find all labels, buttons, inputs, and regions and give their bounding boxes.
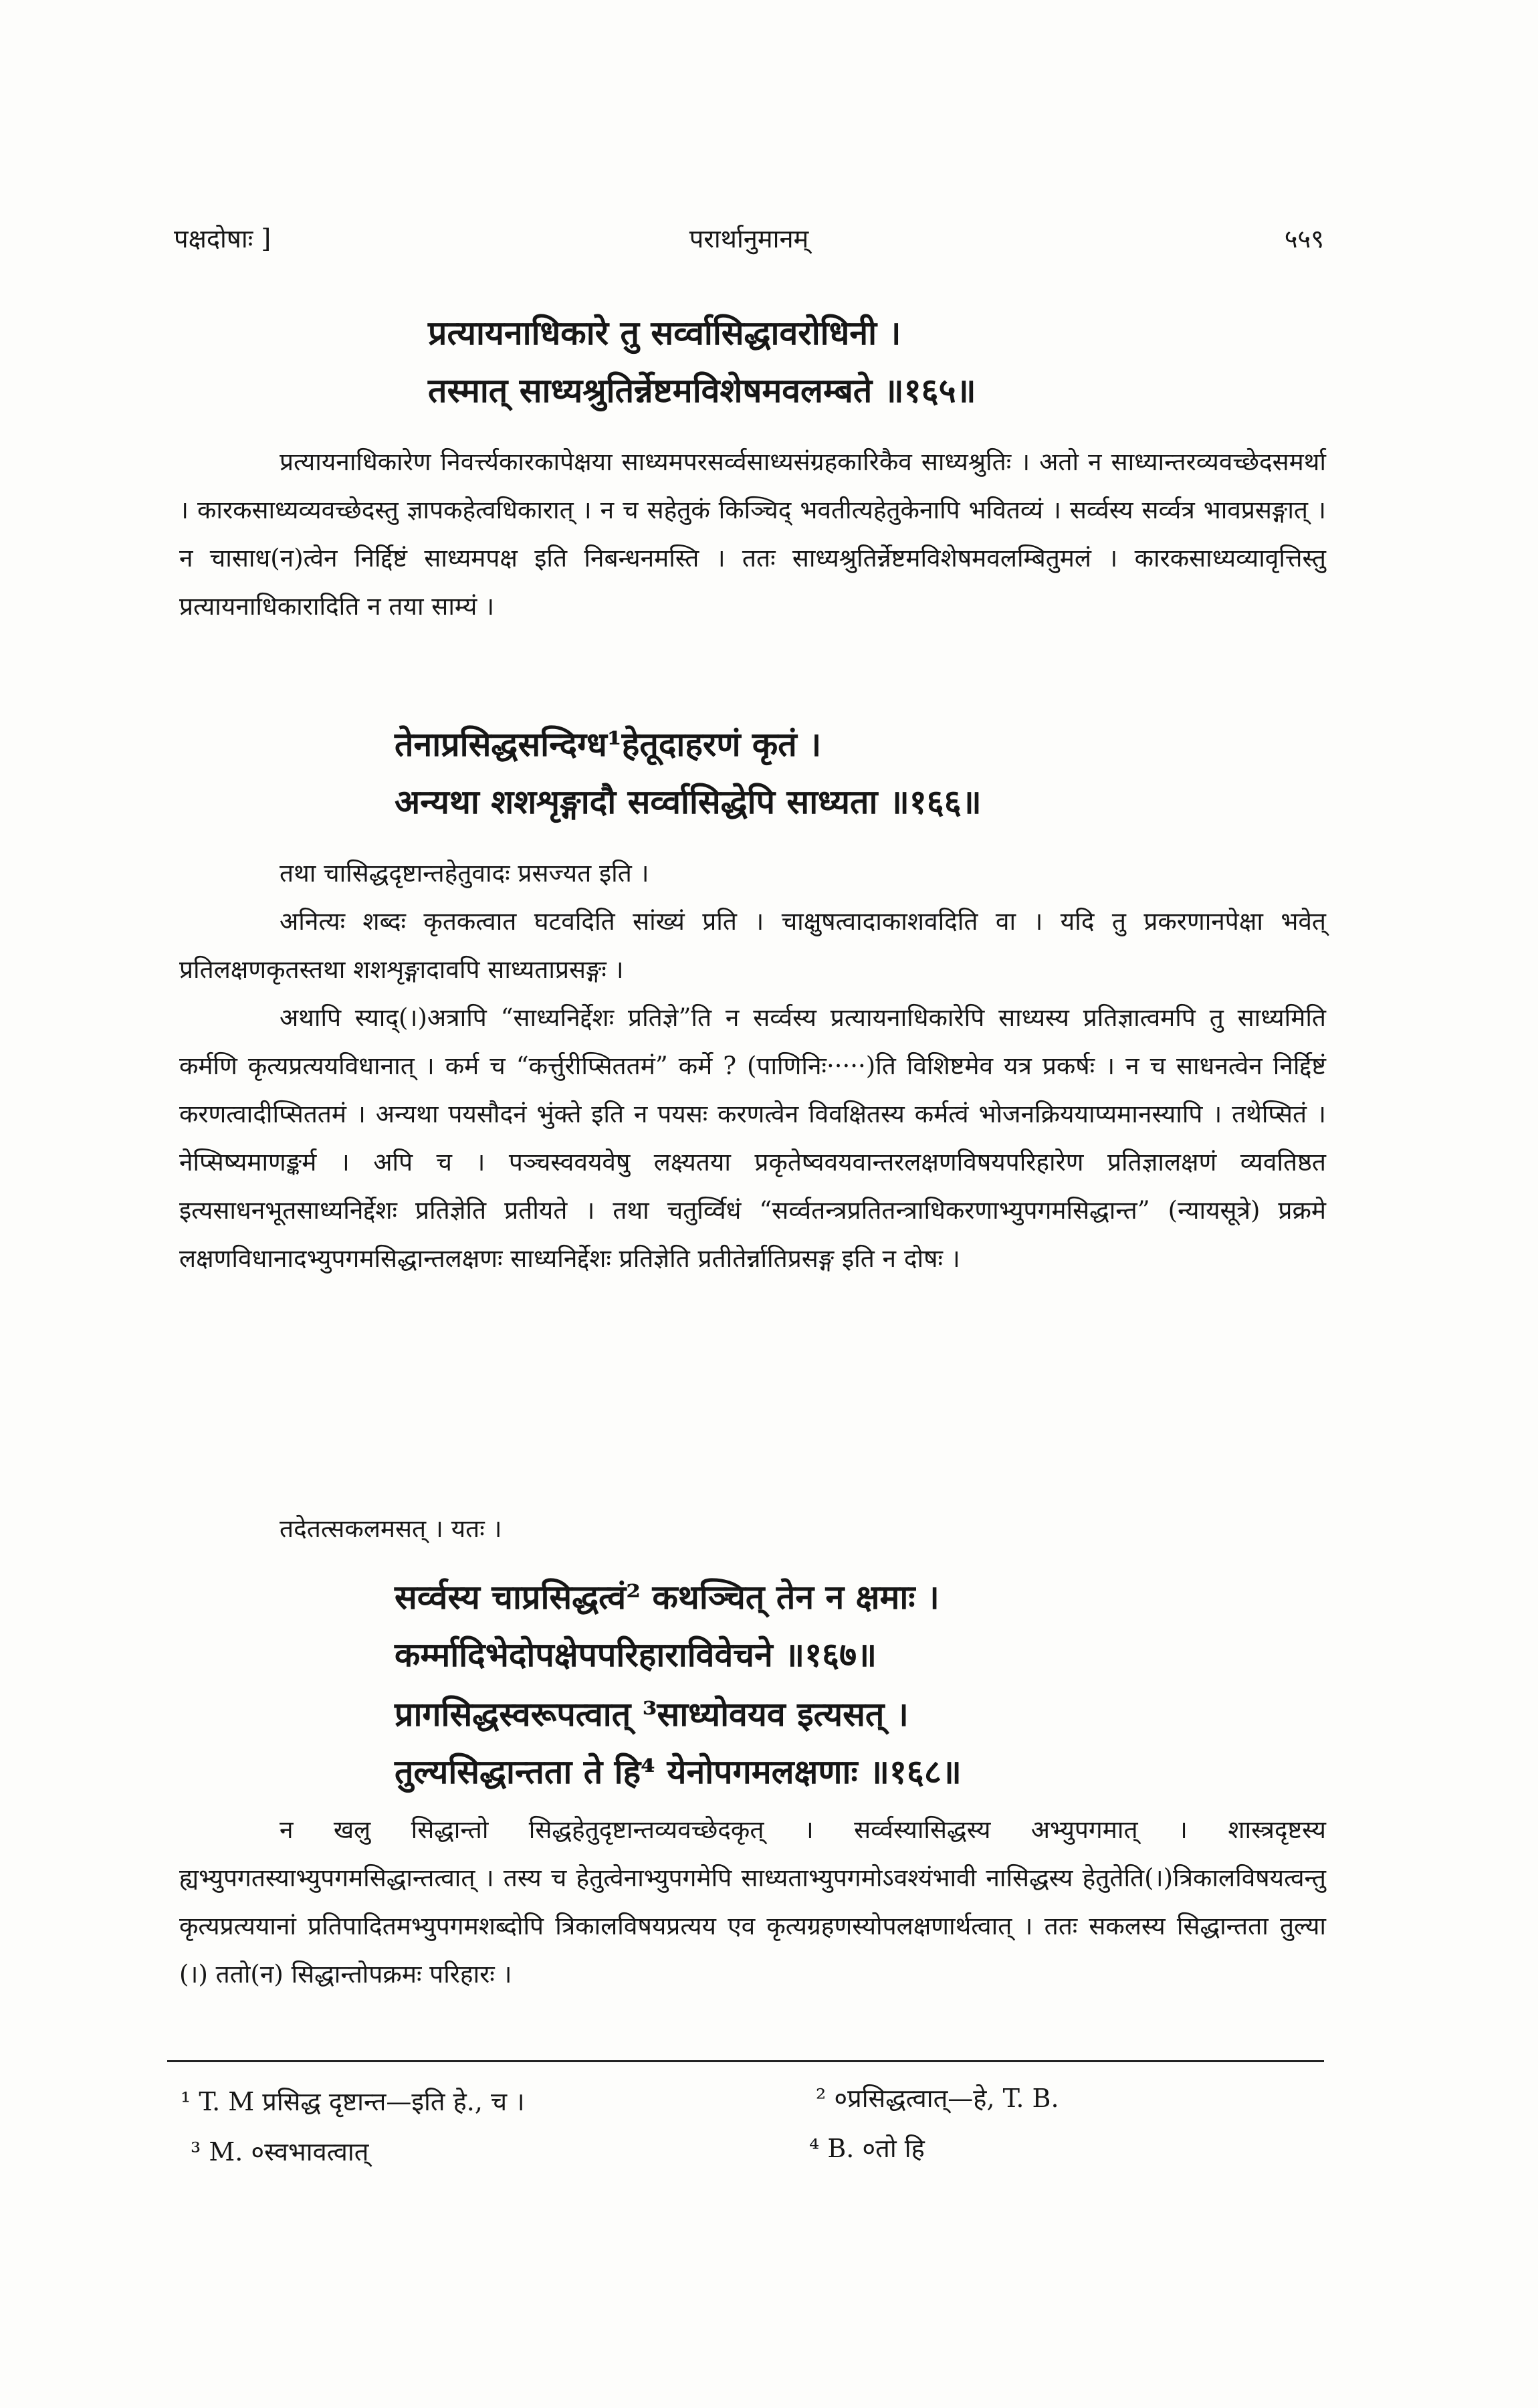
footnote-divider — [167, 2060, 1324, 2062]
commentary-block-1 — [179, 438, 1326, 631]
running-header — [174, 221, 1324, 268]
verse-line: अन्यथा शशशृङ्गादौ सर्व्वासिद्धेपि साध्यता ॥१६६॥ — [395, 782, 982, 821]
commentary-block-3 — [179, 1505, 1326, 1553]
header-chapter-title: परार्थानुमानम् — [689, 224, 809, 254]
footnote-2: ² ०प्रसिद्धत्वात्—हे, T. B. — [816, 2084, 1059, 2113]
verse-line: तेनाप्रसिद्धसन्दिग्ध¹हेतूदाहरणं कृतं । — [395, 724, 822, 764]
commentary-paragraph: तदेतत्सकलमसत् । यतः । — [280, 1514, 502, 1543]
verse-167 — [395, 1569, 1398, 1684]
commentary-block-4 — [179, 1806, 1326, 1999]
footnote-1: ¹ T. M प्रसिद्ध दृष्टान्त—इति हे., च । — [181, 2087, 525, 2116]
verse-line: कर्म्मादिभेदोपक्षेपपरिहाराविवेचने ॥१६७॥ — [395, 1635, 877, 1674]
header-section-title: पक्षदोषाः ] — [174, 224, 271, 254]
verse-line: प्रागसिद्धस्वरूपत्वात् ³साध्योवयव इत्यसत् । — [395, 1694, 909, 1734]
commentary-paragraph: तथा चासिद्धदृष्टान्तहेतुवादः प्रसज्यत इति । — [280, 859, 649, 888]
verse-166 — [395, 716, 1398, 831]
footnote-3: ³ M. ०स्वभावत्वात् — [191, 2137, 369, 2167]
commentary-paragraph: प्रत्यायनाधिकारेण निवर्त्त्यकारकापेक्षया साध्यमपरसर्व्वसाध्यसंग्रहकारिकैव साध्यश्रुतिः । अतो न साध्यान्तरव्यवच्छेदसमर्था । कारकसाध्यव्यवच्छेदस्तु ज्ञापकहेत्वधिकारात् । न च सहेतुकं किञ्चिद् भवतीत्यहेतुकेनापि भवितव्यं । सर्व्वस्य सर्व्वत्र भावप्रसङ्गात् । न चासाध(न)त्वेन निर्द्दिष्टं साध्यमपक्ष इति निबन्धनमस्ति । ततः साध्यश्रुतिर्न्नेष्टमविशेषमवलम्बितुमलं । कारकसाध्यव्यावृत्तिस्तु प्रत्यायनाधिकारादिति न तया साम्यं । — [179, 447, 1326, 621]
commentary-block-2 — [179, 849, 1326, 1283]
commentary-paragraph: अनित्यः शब्दः कृतकत्वात घटवदिति सांख्यं प्रति । चाक्षुषत्वादाकाशवदिति वा । यदि तु प्रकरणानपेक्षा भवेत् प्रतिलक्षणकृतस्तथा शशशृङ्गादावपि साध्यताप्रसङ्गः । — [179, 907, 1326, 984]
commentary-paragraph: न खलु सिद्धान्तो सिद्धहेतुदृष्टान्तव्यवच्छेदकृत् । सर्व्वस्यासिद्धस्य अभ्युपगमात् । शास्त्रदृष्टस्य ह्यभ्युपगतस्याभ्युपगमसिद्धान्तत्वात् । तस्य च हेतुत्वेनाभ्युपगमेपि साध्यताभ्युपगमोऽवश्यंभावी नासिद्धस्य हेतुतेति(।)त्रिकालविषयत्वन्तु कृत्यप्रत्ययानां प्रतिपादितमभ्युपगमशब्दोपि त्रिकालविषयप्रत्यय एव कृत्यग्रहणस्योपलक्षणार्थत्वात् । ततः सकलस्य सिद्धान्तता तुल्या (।) ततो(न) सिद्धान्तोपक्रमः परिहारः । — [179, 1815, 1326, 1989]
verse-line: सर्व्वस्य चाप्रसिद्धत्वं² कथञ्चित् तेन न क्षमाः । — [395, 1577, 940, 1617]
verse-168 — [395, 1686, 1398, 1801]
page-number: ५५९ — [1284, 224, 1324, 254]
commentary-paragraph: अथापि स्याद्(।)अत्रापि “साध्यनिर्द्देशः प्रतिज्ञे”ति न सर्व्वस्य प्रत्यायनाधिकारेपि साध्यस्य प्रतिज्ञात्वमपि तु साध्यमिति कर्मणि कृत्यप्रत्ययविधानात् । कर्म च “कर्त्तुरीप्सिततमं” कर्मे ? (पाणिनिः·····)ति विशिष्टमेव यत्र प्रकर्षः । न च साधनत्वेन निर्द्दिष्टं करणत्वादीप्सिततमं । अन्यथा पयसौदनं भुंक्ते इति न पयसः करणत्वेन विवक्षितस्य कर्मत्वं भोजनक्रिययाप्यमानस्यापि । तथेप्सितं । नेप्सिष्यमाणङ्कर्म । अपि च । पञ्चस्ववयवेषु लक्ष्यतया प्रकृतेष्ववयवान्तरलक्षणविषयपरिहारेण प्रतिज्ञालक्षणं व्यवतिष्ठत इत्यसाधनभूतसाध्यनिर्द्देशः प्रतिज्ञेति प्रतीयते । तथा चतुर्व्विधं “सर्व्वतन्त्रप्रतितन्त्राधिकरणाभ्युपगमसिद्धान्त” (न्यायसूत्रे) प्रक्रमे लक्षणविधानादभ्युपगमसिद्धान्तलक्षणः साध्यनिर्द्देशः प्रतिज्ञेति प्रतीतेर्न्नातिप्रसङ्ग इति न दोषः । — [179, 1003, 1326, 1273]
footnote-4: ⁴ B. ०तो हि — [809, 2134, 925, 2163]
verse-165 — [428, 304, 1431, 419]
verse-line: प्रत्यायनाधिकारे तु सर्व्वासिद्धावरोधिनी । — [428, 313, 901, 353]
verse-line: तस्मात् साध्यश्रुतिर्न्नेष्टमविशेषमवलम्बते ॥१६५॥ — [428, 371, 976, 410]
verse-line: तुल्यसिद्धान्तता ते हि⁴ येनोपगमलक्षणाः ॥१६८॥ — [395, 1752, 962, 1791]
